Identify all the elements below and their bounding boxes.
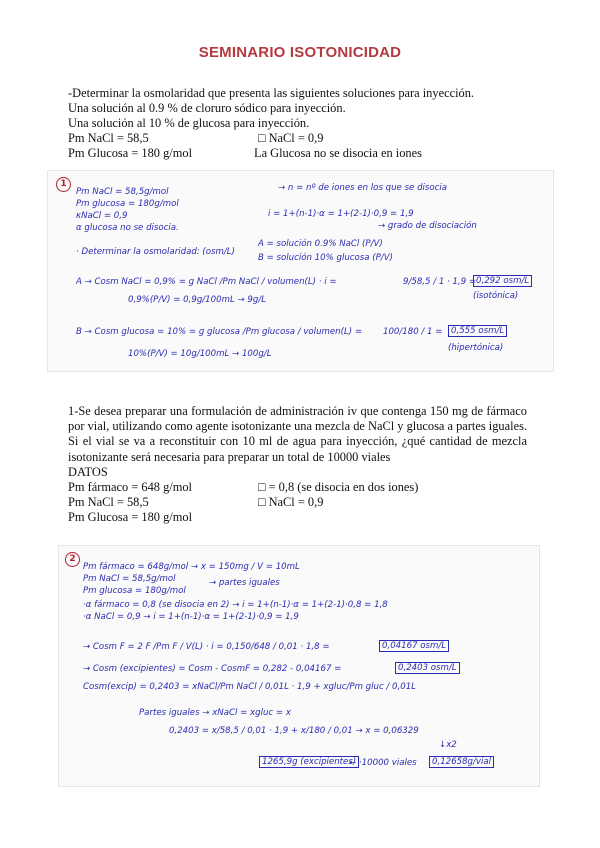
section1-line: Una solución al 10 % de glucosa para inyección.: [68, 116, 310, 130]
note-line: Partes iguales → xNaCl = xgluc = x: [139, 708, 291, 718]
data-pm-nacl: Pm NaCl = 58,5: [68, 495, 149, 509]
note-line: A → Cosm NaCl = 0,9% = g NaCl /Pm NaCl / volumen(L) · i =: [76, 277, 337, 287]
note-line: Cosm(excip) = 0,2403 = xNaCl/Pm NaCl / 0,01L · 1,9 + xgluc/Pm gluc / 0,01L: [83, 682, 416, 692]
note-line: A = solución 0.9% NaCl (P/V): [258, 239, 383, 249]
note-line: 0,2403 = x/58,5 / 0,01 · 1,9 + x/180 / 0,01 → x = 0,06329: [169, 726, 419, 736]
note-line: 100/180 / 1 =: [383, 327, 443, 337]
note-line: → grado de disociación: [378, 221, 477, 231]
problem-statement: 1-Se desea preparar una formulación de administración iv que contenga 150 mg de fármaco por vial, utilizando como agente isotonizante una mezcla de NaCl y glucosa a partes iguales. Si el vial se va a reconstituir con 10 ml de agua para inyección, ¿qué cantidad de mezcla isotonizante será necesaria para preparar un total de 10000 viales: [68, 404, 527, 464]
data-pm-nacl: Pm NaCl = 58,5: [68, 131, 149, 145]
section1-line: Una solución al 0.9 % de cloruro sódico para inyección.: [68, 101, 346, 115]
data-glucosa-note: La Glucosa no se disocia en iones: [254, 146, 422, 160]
note-line: ·α NaCl = 0,9 → i = 1+(n-1)·α = 1+(2-1)·0,9 = 1,9: [83, 612, 299, 622]
note-line: · Determinar la osmolaridad: (osm/L): [76, 247, 235, 257]
note-line: B → Cosm glucosa = 10% = g glucosa /Pm glucosa / volumen(L) =: [76, 327, 363, 337]
note-line: ↓x2: [439, 740, 457, 750]
datos-label: DATOS: [68, 465, 108, 479]
result-box: 0,12658g/vial: [429, 756, 494, 768]
note-line: → Cosm (excipientes) = Cosm - CosmF = 0,282 - 0,04167 =: [83, 664, 342, 674]
note-line: Pm fármaco = 648g/mol → x = 150mg / V = 10mL: [83, 562, 300, 572]
page-title: SEMINARIO ISOTONICIDAD: [198, 44, 402, 61]
result-box: 0,292 osm/L: [473, 275, 532, 287]
data-pm-glucosa: Pm Glucosa = 180 g/mol: [68, 146, 193, 160]
note-line: Pm glucosa = 180g/mol: [83, 586, 186, 596]
note-line: Pm glucosa = 180g/mol: [76, 199, 179, 209]
handwritten-notes-2: [58, 545, 540, 787]
data-alpha-farmaco: □ = 0,8 (se disocia en dos iones): [258, 480, 419, 494]
note-line: 10%(P/V) = 10g/100mL → 100g/L: [128, 349, 272, 359]
note-line: → partes iguales: [209, 578, 280, 588]
section1-line: -Determinar la osmolaridad que presenta las siguientes soluciones para inyección.: [68, 86, 474, 100]
note-line: Pm NaCl = 58,5g/mol: [76, 187, 169, 197]
note-line: Pm NaCl = 58,5g/mol: [83, 574, 176, 584]
handwritten-notes-1: [47, 170, 554, 372]
note-line: (isotónica): [473, 291, 519, 301]
exercise-number-badge: 2: [65, 552, 80, 567]
result-box: 0,555 osm/L: [448, 325, 507, 337]
data-pm-glucosa: Pm Glucosa = 180 g/mol: [68, 510, 193, 524]
data-alpha-nacl: □ NaCl = 0,9: [258, 131, 324, 145]
note-line: ·α fármaco = 0,8 (se disocia en 2) → i = 1+(n-1)·α = 1+(2-1)·0,8 = 1,8: [83, 600, 388, 610]
note-line: 9/58,5 / 1 · 1,9 =: [403, 277, 477, 287]
note-line: (hipertónica): [448, 343, 504, 353]
note-line: → Cosm F = 2 F /Pm F / V(L) · i = 0,150/648 / 0,01 · 1,8 =: [83, 642, 330, 652]
note-line: B = solución 10% glucosa (P/V): [258, 253, 393, 263]
exercise-number-badge: 1: [56, 177, 71, 192]
result-box: 0,2403 osm/L: [395, 662, 460, 674]
note-line: ← ·10000 viales: [349, 758, 417, 768]
data-pm-farmaco: Pm fármaco = 648 g/mol: [68, 480, 192, 494]
note-line: 0,9%(P/V) = 0,9g/100mL → 9g/L: [128, 295, 267, 305]
data-alpha-nacl: □ NaCl = 0,9: [258, 495, 324, 509]
note-line: → n = nº de iones en los que se disocia: [278, 183, 448, 193]
note-line: κNaCl = 0,9: [76, 211, 128, 221]
note-line: α glucosa no se disocia.: [76, 223, 179, 233]
note-line: i = 1+(n-1)·α = 1+(2-1)·0,9 = 1,9: [268, 209, 414, 219]
result-box: 0,04167 osm/L: [379, 640, 449, 652]
result-box: 1265,9g (excipientes): [259, 756, 359, 768]
